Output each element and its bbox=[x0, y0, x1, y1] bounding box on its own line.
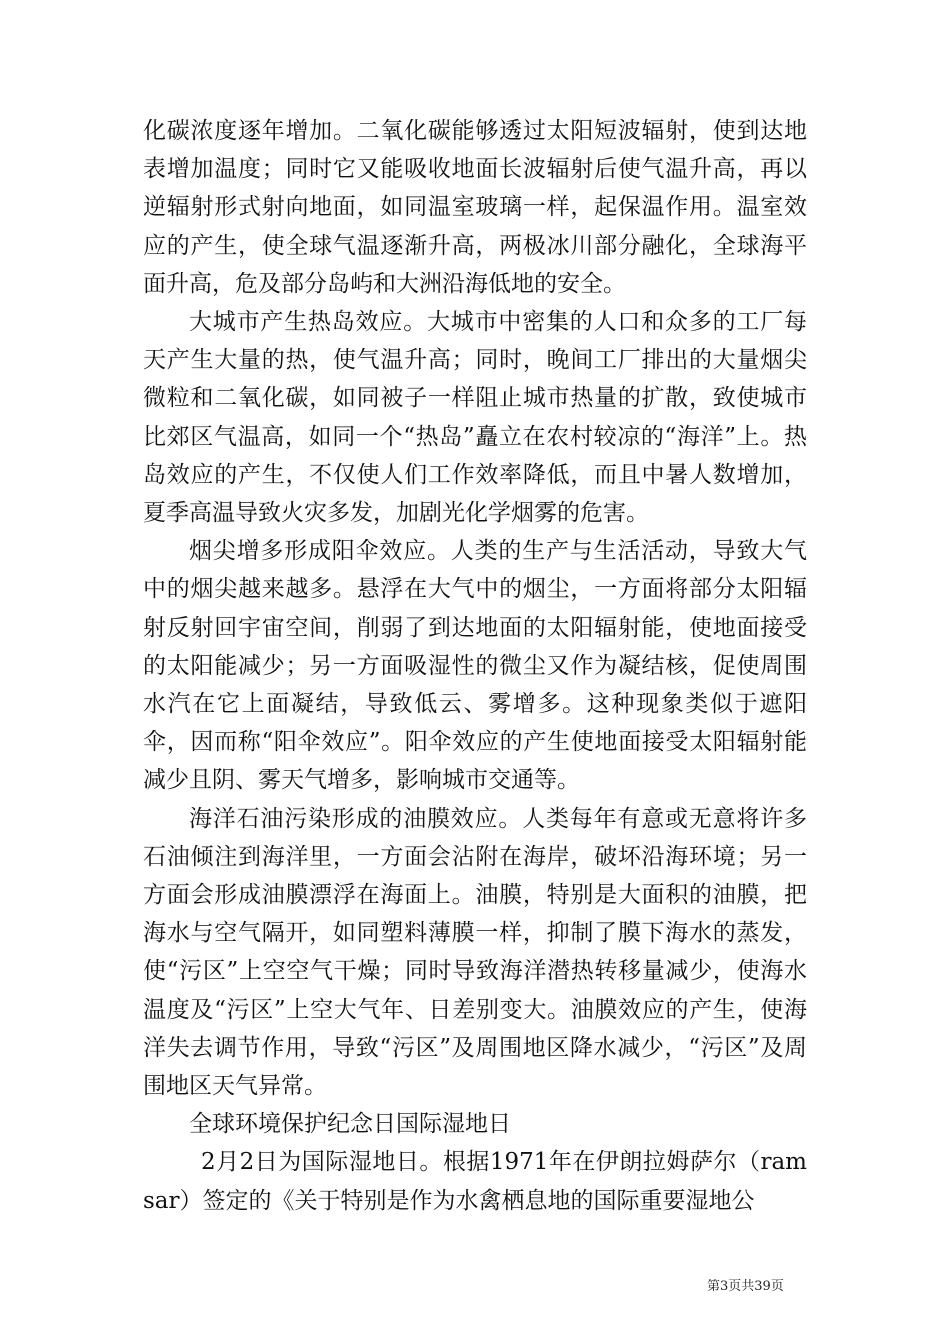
paragraph-umbrella-effect: 烟尖增多形成阳伞效应。人类的生产与生活活动，导致大气中的烟尖越来越多。悬浮在大气中的烟尘，一方面将部分太阳辐射反射回宇宙空间，削弱了到达地面的太阳辐射能，使地面接受的太阳能减少；另一方面吸湿性的微尘又作为凝结核，促使周围水汽在它上面凝结，导致低云、雾增多。这种现象类似于遮阳伞，因而称“阳伞效应”。阳伞效应的产生使地面接受太阳辐射能减少且阴、雾天气增多，影响城市交通等。 bbox=[143, 538, 807, 794]
section-heading-wetlands-day: 全球环境保护纪念日国际湿地日 bbox=[189, 1111, 511, 1138]
paragraph-wetlands-day: 2月2日为国际湿地日。根据1971年在伊朗拉姆萨尔（ramsar）签定的《关于特别是作为水禽栖息地的国际重要湿地公 bbox=[143, 1149, 807, 1214]
document-body bbox=[143, 112, 807, 1220]
page-number: 第3页共39页 bbox=[707, 1279, 784, 1294]
paragraph-greenhouse-effect: 化碳浓度逐年增加。二氧化碳能够透过太阳短波辐射，使到达地表增加温度；同时它又能吸收地面长波辐射后使气温升高，再以逆辐射形式射向地面，如同温室玻璃一样，起保温作用。温室效应的产生，使全球气温逐渐升高，两极冰川部分融化，全球海平面升高，危及部分岛屿和大洲沿海低地的安全。 bbox=[143, 118, 807, 297]
paragraph-oil-film-effect: 海洋石油污染形成的油膜效应。人类每年有意或无意将许多石油倾注到海洋里，一方面会沾附在海岸，破坏沿海环境；另一方面会形成油膜漂浮在海面上。油膜，特别是大面积的油膜，把海水与空气隔开，如同塑料薄膜一样，抑制了膜下海水的蒸发，使“污区”上空空气干燥；同时导致海洋潜热转移量减少，使海水温度及“污区”上空大气年、日差别变大。油膜效应的产生，使海洋失去调节作用，导致“污区”及周围地区降水减少，“污区”及周围地区天气异常。 bbox=[143, 805, 807, 1100]
paragraph-heat-island-effect: 大城市产生热岛效应。大城市中密集的人口和众多的工厂每天产生大量的热，使气温升高；同时，晚间工厂排出的大量烟尖微粒和二氧化碳，如同被子一样阻止城市热量的扩散，致使城市比郊区气温高，如同一个“热岛”矗立在农村较凉的“海洋”上。热岛效应的产生，不仅使人们工作效率降低，而且中暑人数增加，夏季高温导致火灾多发，加剧光化学烟雾的危害。 bbox=[143, 309, 807, 527]
